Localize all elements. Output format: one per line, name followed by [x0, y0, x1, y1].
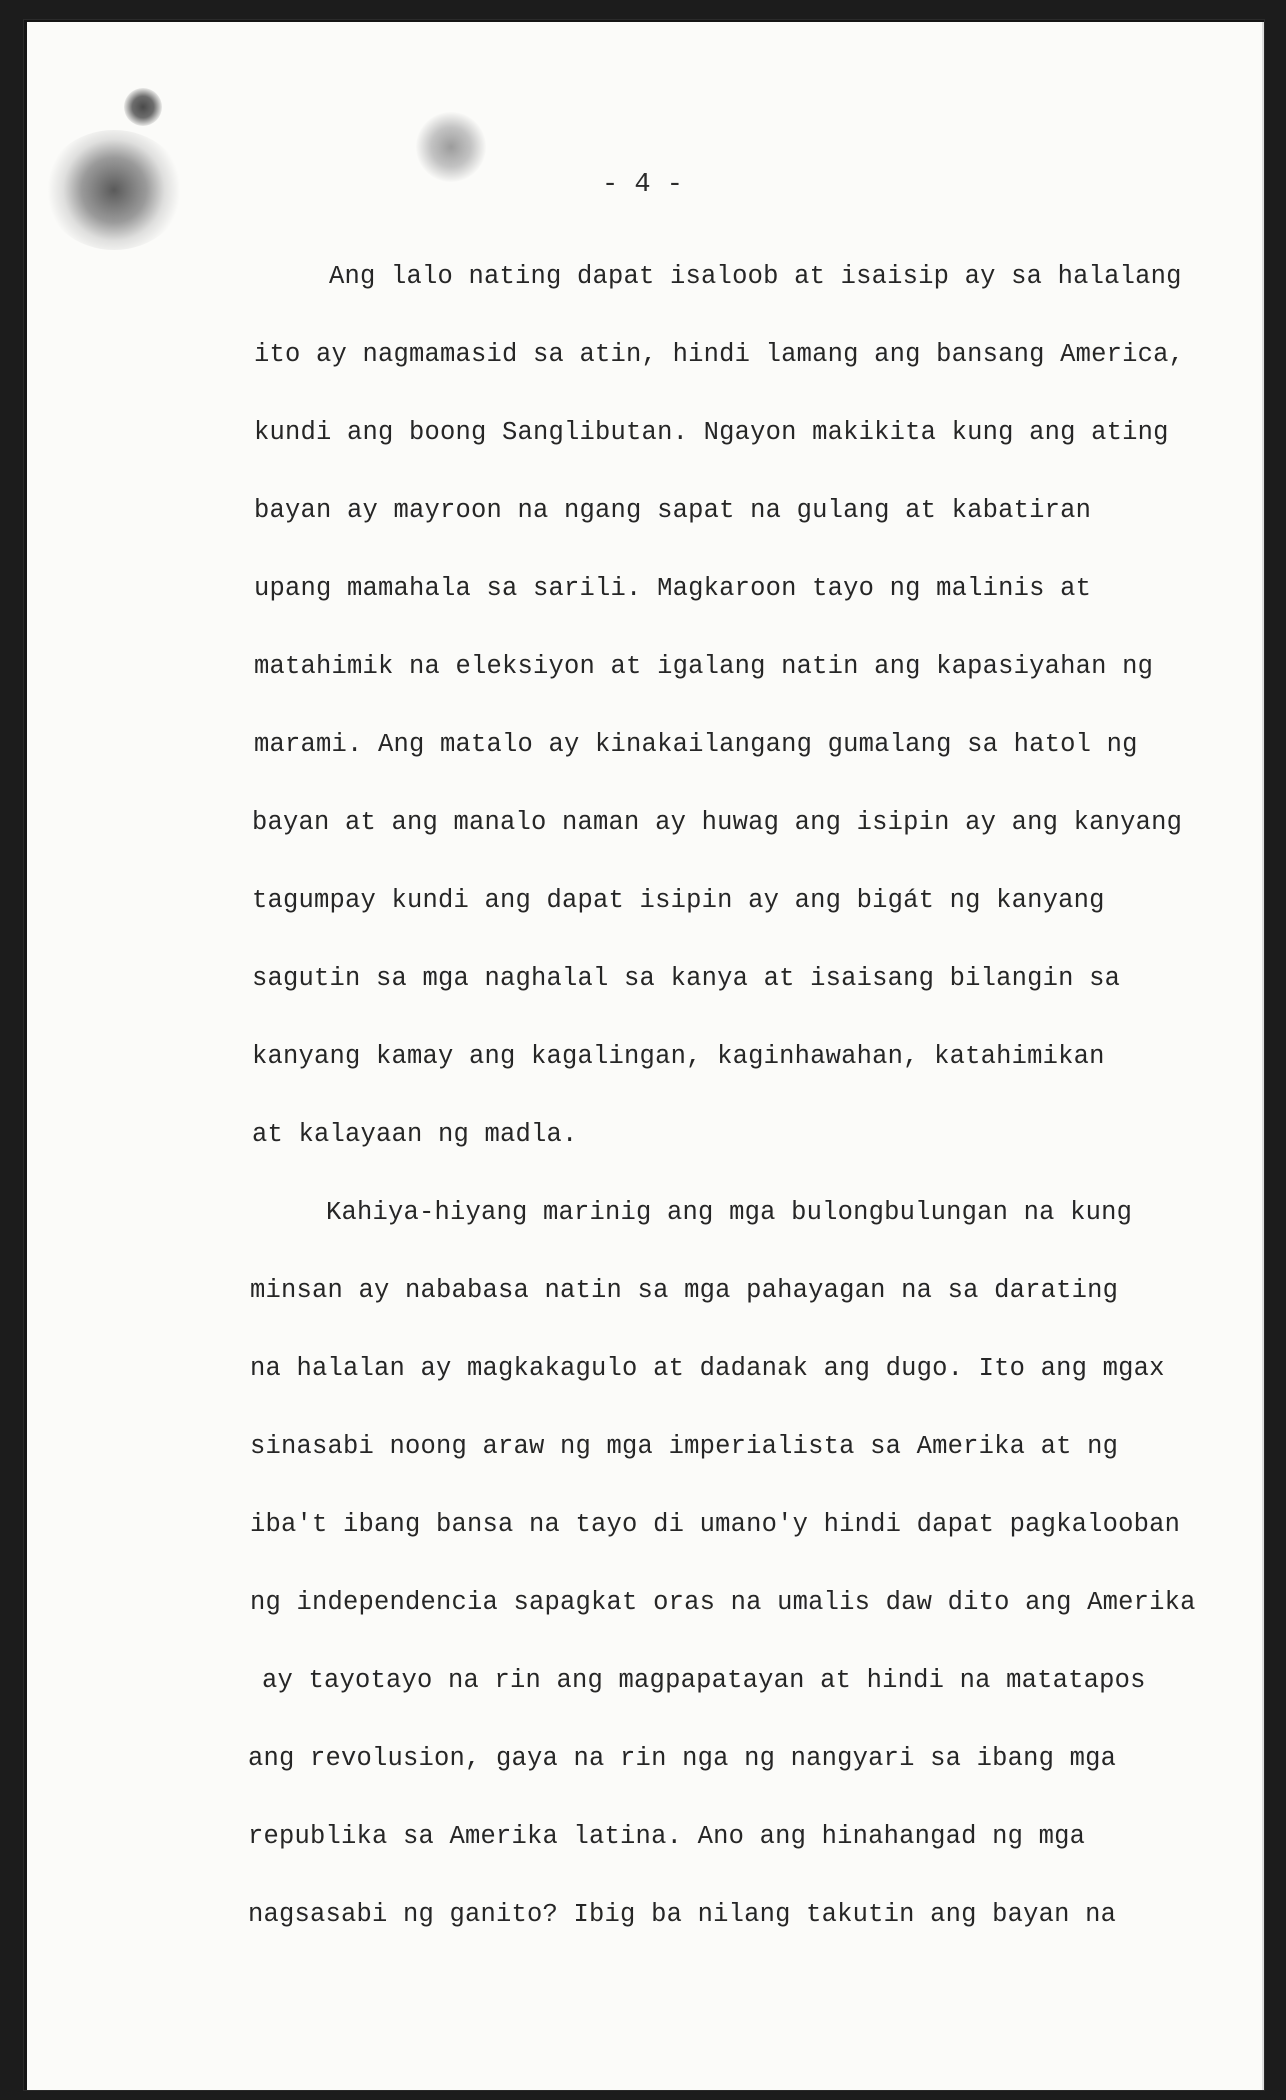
- ink-blot-mark: [416, 112, 486, 182]
- text-line: iba't ibang bansa na tayo di umano'y hindi dapat pagkalooban: [250, 1510, 1181, 1539]
- text-line: republika sa Amerika latina. Ano ang hinahangad ng mga: [248, 1822, 1086, 1851]
- text-line: at kalayaan ng madla.: [252, 1120, 578, 1149]
- text-line: bayan at ang manalo naman ay huwag ang isipin ay ang kanyang: [252, 808, 1183, 837]
- text-line: minsan ay nababasa natin sa mga pahayagan na sa darating: [250, 1276, 1119, 1305]
- text-line: sinasabi noong araw ng mga imperialista sa Amerika at ng: [250, 1432, 1119, 1461]
- text-line: kanyang kamay ang kagalingan, kaginhawahan, katahimikan: [252, 1042, 1105, 1071]
- ink-blot-mark: [124, 88, 162, 126]
- text-line: kundi ang boong Sanglibutan. Ngayon makikita kung ang ating: [254, 418, 1169, 447]
- text-line: ng independencia sapagkat oras na umalis daw dito ang Amerika: [250, 1588, 1196, 1617]
- text-line: Ang lalo nating dapat isaloob at isaisip ay sa halalang: [329, 262, 1182, 291]
- text-line: ang revolusion, gaya na rin nga ng nangyari sa ibang mga: [248, 1744, 1117, 1773]
- text-line: sagutin sa mga naghalal sa kanya at isaisang bilangin sa: [252, 964, 1121, 993]
- text-line: Kahiya-hiyang marinig ang mga bulongbulungan na kung: [326, 1198, 1133, 1227]
- text-line: upang mamahala sa sarili. Magkaroon tayo ng malinis at: [254, 574, 1092, 603]
- text-line: bayan ay mayroon na ngang sapat na gulang at kabatiran: [254, 496, 1092, 525]
- ink-blot-mark: [44, 130, 184, 250]
- text-line: na halalan ay magkakagulo at dadanak ang dugo. Ito ang mgax: [250, 1354, 1165, 1383]
- text-line: marami. Ang matalo ay kinakailangang gumalang sa hatol ng: [254, 730, 1138, 759]
- text-line: matahimik na eleksiyon at igalang natin ang kapasiyahan ng: [254, 652, 1154, 681]
- text-line: nagsasabi ng ganito? Ibig ba nilang takutin ang bayan na: [248, 1900, 1117, 1929]
- page-edge: [1262, 20, 1264, 2090]
- document-page: [24, 20, 1264, 2090]
- text-line: tagumpay kundi ang dapat isipin ay ang bigát ng kanyang: [252, 886, 1105, 915]
- page-number: - 4 -: [602, 170, 684, 200]
- text-line: ay tayotayo na rin ang magpapatayan at hindi na matatapos: [262, 1666, 1146, 1695]
- text-line: ito ay nagmamasid sa atin, hindi lamang ang bansang America,: [254, 340, 1185, 369]
